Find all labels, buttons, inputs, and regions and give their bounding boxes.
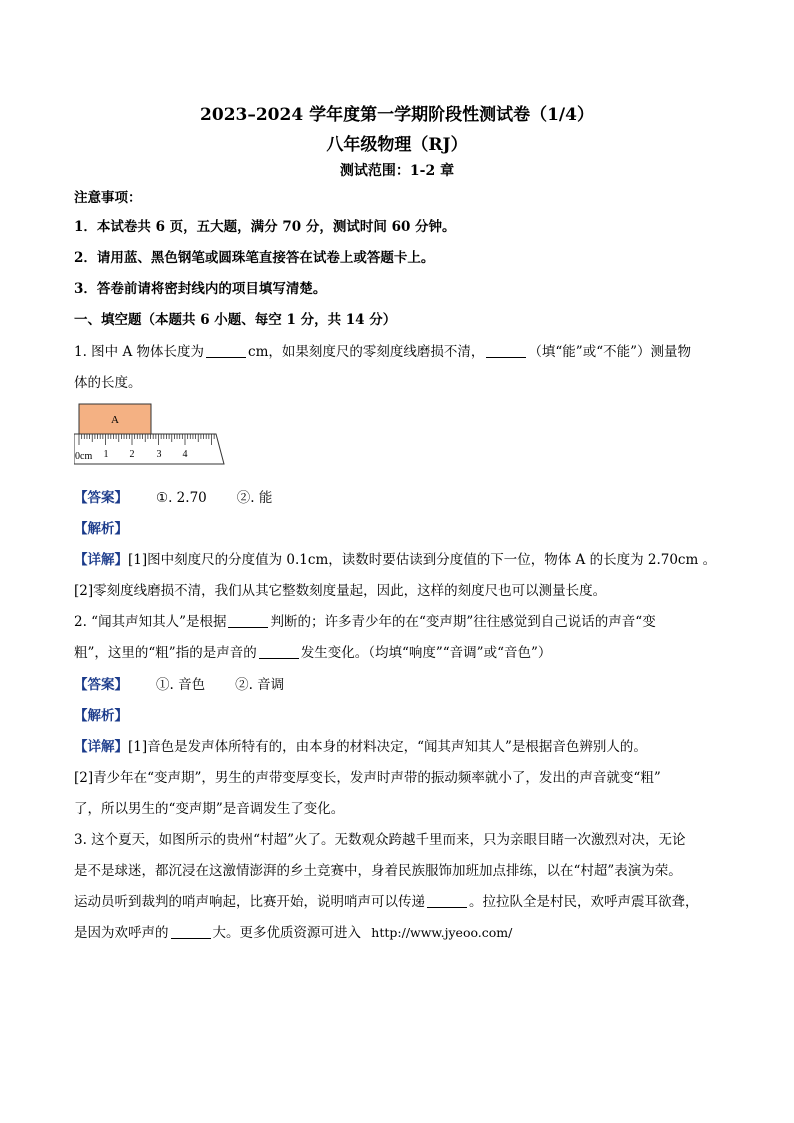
q1-text-pre: 1. 图中 A 物体长度为	[74, 344, 205, 360]
q2-blank-1[interactable]	[228, 615, 268, 628]
q1-detail-tag: 【详解】	[74, 552, 128, 568]
q1-detail-1	[74, 548, 716, 568]
exam-subtitle: 八年级物理（RJ）	[326, 135, 468, 155]
q2-text-post: 判断的；许多青少年的在“变声期”往往感觉到自己说话的声音“变	[270, 614, 656, 630]
q1-answer-line	[74, 486, 272, 506]
q1-answer-1: ①. 2.70	[156, 490, 207, 506]
q3-blank-1[interactable]	[427, 895, 467, 908]
q1-detail-1-text: [1]图中刻度尺的分度值为 0.1cm，读数时要估读到分度值的下一位，物体 A 的长度为 2.70cm 。	[128, 552, 717, 568]
q2-detail-2b: 了，所以男生的“变声期”是音调发生了变化。	[74, 801, 345, 817]
q3-line-1: 3. 这个夏天，如图所示的贵州“村超”火了。无数观众跨越千里而来，只为亲眼目睹一次激烈对决，无论	[74, 832, 686, 848]
q2-blank-2[interactable]	[259, 646, 299, 659]
ruler-tick-label-1: 1	[103, 449, 109, 460]
exam-title: 2023–2024 学年度第一学期阶段性测试卷（1/4）	[200, 105, 594, 125]
q3-line-2: 是不是球迷，都沉浸在这激情澎湃的乡土竞赛中，身着民族服饰加班加点排练，以在“村超”表演为荣。	[74, 863, 682, 879]
q1-answer-2: ②. 能	[236, 490, 273, 506]
q2-analysis-tag: 【解析】	[74, 708, 128, 724]
q3-line3-post: 。拉拉队全是村民，欢呼声震耳欲聋，	[469, 894, 699, 910]
object-a-label: A	[111, 414, 119, 426]
q1-text-post: （填“能”或“不能”）测量物	[528, 344, 691, 360]
q2-detail-2a: [2]青少年在“变声期”，男生的声带变厚变长，发声时声带的振动频率就小了，发出的声音就变“粗”	[74, 770, 661, 786]
q1-text-mid: cm，如果刻度尺的零刻度线磨损不清，	[248, 344, 485, 360]
notice-heading: 注意事项：	[74, 190, 142, 206]
q1-analysis-tag: 【解析】	[74, 521, 128, 537]
q1-line-2: 体的长度。	[74, 375, 142, 391]
q2-line2-post: 发生变化。（均填“响度”“音调”或“音色”）	[300, 645, 552, 661]
q3-line4-post: 大。更多优质资源可进入	[212, 925, 361, 941]
q2-answer-2: ②. 音调	[235, 677, 285, 693]
q1-answer-tag: 【答案】	[74, 490, 128, 506]
q1-blank-2[interactable]	[486, 345, 526, 358]
q1-line-1	[74, 340, 691, 360]
exam-scope: 测试范围：1-2 章	[339, 163, 455, 179]
q2-answer-tag: 【答案】	[74, 677, 128, 693]
ruler-unit-label: 0cm	[75, 451, 93, 462]
q3-line-3	[74, 890, 699, 910]
ruler-svg	[74, 403, 226, 465]
notice-item-2: 2．请用蓝、黑色钢笔或圆珠笔直接答在试卷上或答题卡上。	[74, 250, 435, 266]
ruler-body	[74, 434, 224, 464]
q2-line-1	[74, 610, 656, 630]
q3-line4-pre: 是因为欢呼声的	[74, 925, 169, 941]
q3-line3-pre: 运动员听到裁判的哨声响起，比赛开始，说明哨声可以传递	[74, 894, 425, 910]
section-1-heading: 一、填空题（本题共 6 小题、每空 1 分，共 14 分）	[74, 312, 397, 328]
ruler-tick-label-2: 2	[129, 449, 135, 460]
q2-detail-tag: 【详解】	[74, 739, 128, 755]
q2-line2-pre: 粗”，这里的“粗”指的是声音的	[74, 645, 257, 661]
ruler-tick-label-3: 3	[156, 449, 162, 460]
notice-item-1: 1．本试卷共 6 页，五大题，满分 70 分，测试时间 60 分钟。	[74, 219, 456, 235]
ruler-tick-label-4: 4	[182, 449, 188, 460]
q2-text-pre: 2. “闻其声知其人”是根据	[74, 614, 227, 630]
q2-line-2	[74, 641, 551, 661]
q1-blank-1[interactable]	[206, 345, 246, 358]
q2-answer-line	[74, 673, 284, 693]
q2-detail-1	[74, 735, 647, 755]
q1-detail-2: [2]零刻度线磨损不清，我们从其它整数刻度量起，因此，这样的刻度尺也可以测量长度。	[74, 583, 607, 599]
q3-blank-2[interactable]	[171, 926, 211, 939]
q3-line-4	[74, 921, 512, 941]
notice-item-3: 3．答卷前请将密封线内的项目填写清楚。	[74, 281, 327, 297]
resource-link[interactable]: http://www.jyeoo.com/	[371, 925, 513, 940]
q2-detail-1-text: [1]音色是发声体所特有的，由本身的材料决定，“闻其声知其人”是根据音色辨别人的。	[128, 739, 647, 755]
q2-answer-1: ①. 音色	[156, 677, 206, 693]
ruler-figure	[74, 403, 226, 465]
